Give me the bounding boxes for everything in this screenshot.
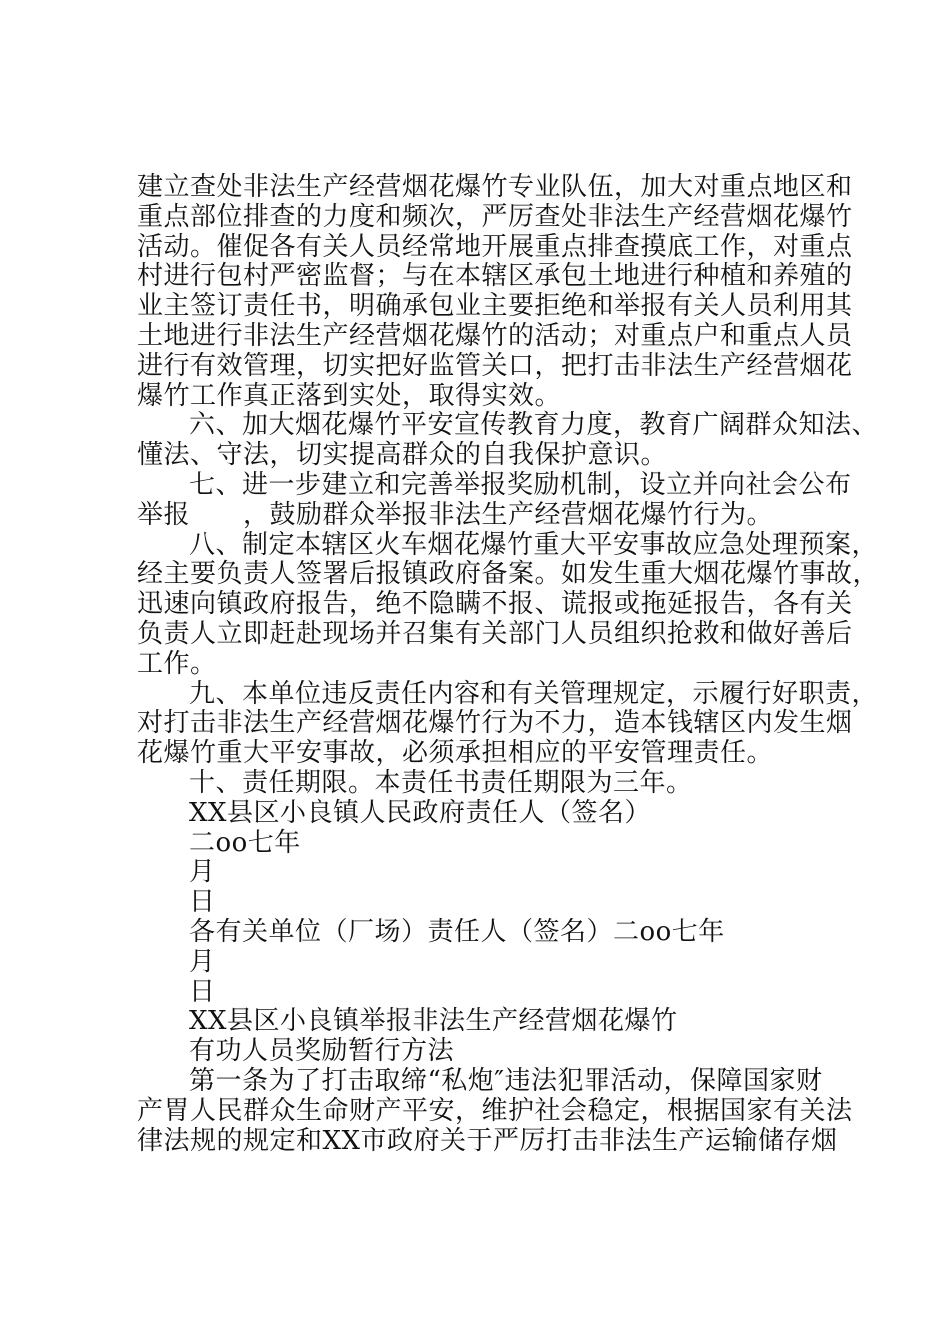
document-line: 村进行包村严密监督；与在本辖区承包土地进行种植和养殖的 bbox=[137, 261, 853, 292]
document-line: 爆竹工作真正落到实处，取得实效。 bbox=[137, 380, 562, 411]
document-line: 经主要负责人签署后报镇政府备案。如发生重大烟花爆竹事故， bbox=[137, 559, 880, 590]
document-line: 日 bbox=[189, 976, 216, 1007]
document-line: 花爆竹重大平安事故，必须承担相应的平安管理责任。 bbox=[137, 738, 774, 769]
document-line: 十、责任期限。本责任书责任期限为三年。 bbox=[189, 767, 693, 798]
document-line: 负责人立即赶赴现场并召集有关部门人员组织抢救和做好善后 bbox=[137, 618, 853, 649]
document-line: XX县区小良镇人民政府责任人（签名） bbox=[189, 797, 652, 828]
document-line: 工作。 bbox=[137, 648, 217, 679]
document-line: 土地进行非法生产经营烟花爆竹的活动；对重点户和重点人员 bbox=[137, 320, 853, 351]
document-line: 重点部位排查的力度和频次，严厉查处非法生产经营烟花爆竹 bbox=[137, 201, 853, 232]
document-body bbox=[137, 172, 880, 1156]
document-line: 有功人员奖励暂行方法 bbox=[189, 1036, 455, 1067]
document-line: 对打击非法生产经营烟花爆竹行为不力，造本钱辖区内发生烟 bbox=[137, 708, 853, 739]
document-line: 迅速向镇政府报告，绝不隐瞒不报、谎报或拖延报告，各有关 bbox=[137, 589, 853, 620]
document-line: 建立查处非法生产经营烟花爆竹专业队伍，加大对重点地区和 bbox=[137, 172, 853, 202]
document-line: 各有关单位（厂场）责任人（签名）二oo七年 bbox=[189, 916, 725, 947]
document-line: 进行有效管理，切实把好监管关口，把打击非法生产经营烟花 bbox=[137, 350, 853, 381]
document-line: 六、加大烟花爆竹平安宣传教育力度，教育广阔群众知法、 bbox=[189, 410, 879, 441]
document-line: 第一条为了打击取缔“私炮″违法犯罪活动，保障国家财 bbox=[189, 1065, 823, 1096]
document-line: 八、制定本辖区火车烟花爆竹重大平安事故应急处理预案， bbox=[189, 529, 879, 560]
document-line: 业主签订责任书，明确承包业主要拒绝和举报有关人员利用其 bbox=[137, 291, 853, 322]
document-line: 七、进一步建立和完善举报奖励机制，设立并向社会公布 bbox=[189, 469, 852, 500]
document-line: 月 bbox=[189, 946, 216, 977]
document-line: 产胃人民群众生命财产平安，维护社会稳定，根据国家有关法 bbox=[137, 1095, 853, 1126]
document-line: 活动。催促各有关人员经常地开展重点排查摸底工作，对重点 bbox=[137, 231, 853, 262]
document-line: 九、本单位违反责任内容和有关管理规定，示履行好职责， bbox=[189, 678, 879, 709]
document-line: 举报 ，鼓励群众举报非法生产经营烟花爆竹行为。 bbox=[137, 499, 774, 530]
document-line: 律法规的规定和XX市政府关于严厉打击非法生产运输储存烟 bbox=[137, 1125, 838, 1156]
document-line: 日 bbox=[189, 887, 216, 918]
document-line: XX县区小良镇举报非法生产经营烟花爆竹 bbox=[189, 1006, 678, 1037]
document-line: 懂法、守法，切实提高群众的自我保护意识。 bbox=[137, 440, 668, 471]
document-line: 月 bbox=[189, 857, 216, 888]
document-line: 二oo七年 bbox=[189, 827, 301, 858]
